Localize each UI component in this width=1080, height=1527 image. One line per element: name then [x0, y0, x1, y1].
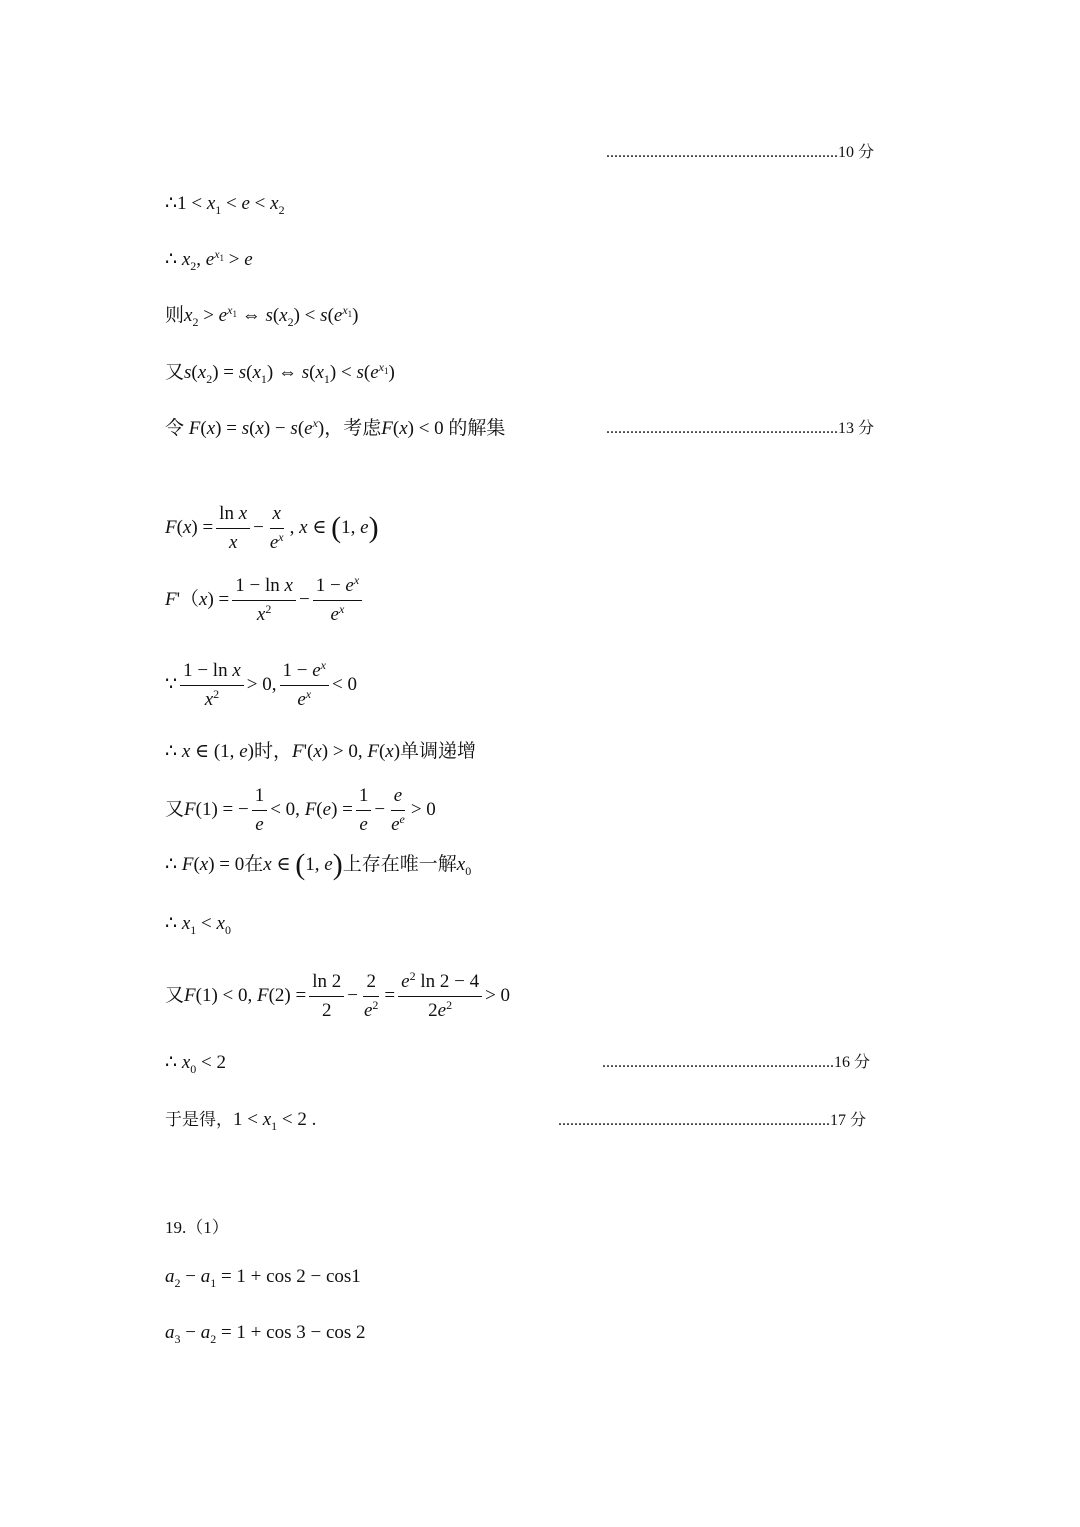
- formula-line: ∴ $x_2$, $e^{x_1} > e$: [165, 247, 253, 273]
- formula-line: ∴ $x_0 < 2$: [165, 1052, 226, 1076]
- formula-line: ∴ x ∈ (1, e)时，F'(x) > 0, F(x)单调递增: [165, 741, 477, 762]
- text-you: 又: [165, 798, 185, 820]
- text-dandiao: 单调递增: [400, 741, 477, 762]
- formula-line: F(x) = $\frac{\text{ln x}}{x}$ − $\frac{x}{e^x}$ , x ∈ (1, e): [165, 500, 379, 557]
- text-ling: 令: [165, 418, 185, 439]
- formula-line: 又F(1) < 0, F(2) = $\frac{\ln 2}{2}$ − $\frac{2}{e^2}$ = $\frac{e^2 \ln 2 - 4}{2e^2}$ > 0: [165, 969, 511, 1021]
- formula-line: ∴ F(x) = 0在x ∈ (1, e)上存在唯一解$x_0$: [165, 848, 472, 881]
- formula-line: 则$x_2 > e^{x_1}$ ⇔ $s(x_2) < s(e^{x_1})$: [165, 303, 359, 329]
- score-10: ..........................................................10 分: [606, 144, 875, 161]
- text-zai: 在: [244, 854, 264, 875]
- formula-line: ∴ $x_1 < x_0$: [165, 913, 231, 937]
- text-yushide: 于是得，: [165, 1110, 233, 1129]
- formula-line: 又F(1) = − $\frac{1}{e}$ < 0, F(e) = $\frac{1}{e}$ − $\frac{e}{e^e}$ > 0: [165, 782, 436, 839]
- formula-line: $a_2 - a_1 = 1 + \cos 2 - \cos 1$: [165, 1266, 361, 1290]
- score-17: ....................................................................17 分: [558, 1112, 867, 1129]
- formula-line: ∴1 < $x_1 < e < x_2$: [165, 193, 285, 217]
- formula-line: 于是得，$1 < x_1 < 2$ .: [165, 1109, 317, 1133]
- question-number: 19.（1）: [165, 1218, 229, 1237]
- text-shi: 时，: [253, 741, 292, 762]
- text-kaolv: ，考虑: [324, 418, 382, 439]
- formula-line: F'（x) = $\frac{\text{1 − ln x}}{x^2}$ − $\frac{1 - e^x}{e^x}$: [165, 572, 365, 629]
- text-ze: 则: [165, 305, 185, 326]
- score-13: ..........................................................13 分: [606, 420, 875, 437]
- formula-line: 又$s(x_2) = s(x_1)$ ⇔ $s(x_1) < s(e^{x_1})$: [165, 360, 395, 386]
- text-you: 又: [165, 984, 185, 1006]
- formula-line: ∵ $\frac{\text{1 − ln x}}{x^2}$ > 0, $\frac{1 - e^x}{e^x}$ < 0: [165, 658, 357, 710]
- text-shangcunzai: 上存在唯一解: [342, 854, 457, 875]
- text-dejieji: 的解集: [448, 418, 506, 439]
- text-you: 又: [165, 362, 185, 383]
- formula-line: $a_3 - a_2 = 1 + \cos 3 - \cos 2$: [165, 1322, 366, 1346]
- score-16: ..........................................................16 分: [602, 1054, 871, 1071]
- formula-line: 令 $F(x) = s(x) - s(e^x)$，考虑F(x) < 0 的解集: [165, 416, 506, 439]
